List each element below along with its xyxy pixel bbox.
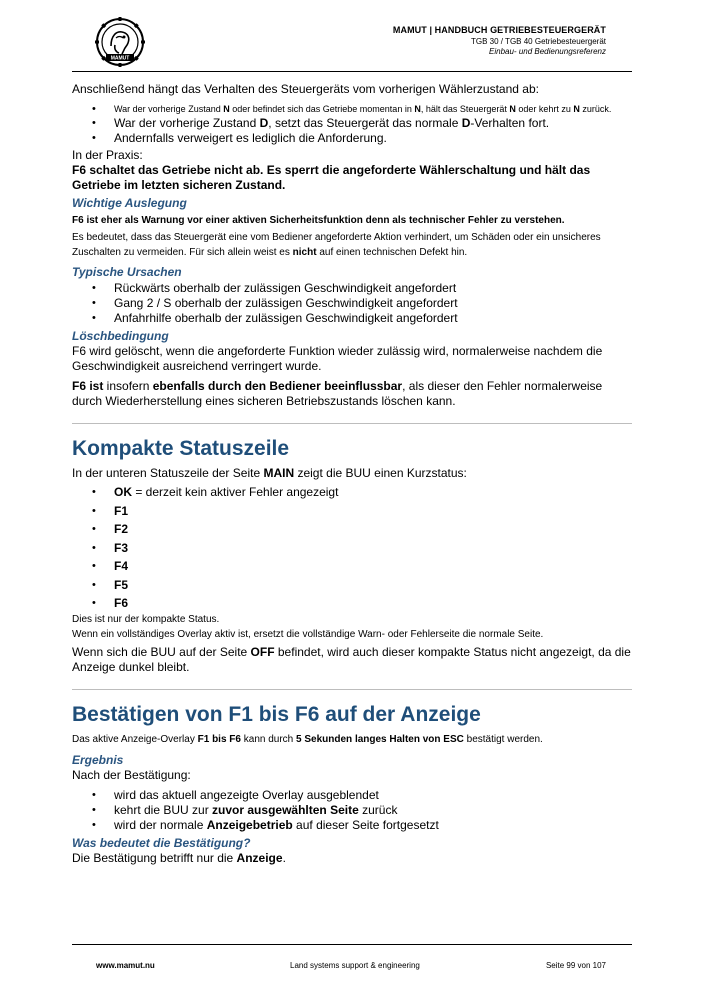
list-item: • F6 [72,594,632,613]
list-item: • F2 [72,520,632,539]
footer-website: www.mamut.nu [96,961,155,970]
ursachen-list [72,281,632,326]
list-item: • Gang 2 / S oberhalb der zulässigen Geschwindigkeit angefordert [72,296,632,311]
confirm-final-paragraph: Die Bestätigung betrifft nur die Anzeige. [72,850,286,865]
list-item: • OK = derzeit kein aktiver Fehler angezeigt [72,483,632,502]
status-intro: In der unteren Statuszeile der Seite MAIN zeigt die BUU einen Kurzstatus: [72,466,467,480]
auslegung-bold-line: F6 ist eher als Warnung vor einer aktiven Sicherheitsfunktion denn als technischer Fehler zu verstehen. [72,215,565,226]
section-divider [72,423,632,424]
section-divider [72,689,632,690]
subheading-loeschbedingung: Löschbedingung [72,329,169,343]
logo-text: MAMUT [110,55,130,62]
selector-state-list [72,102,632,146]
list-item: • kehrt die BUU zur zuvor ausgewählten Seite zurück [72,803,632,818]
page-footer [72,944,632,974]
list-item: • War der vorherige Zustand D, setzt das Steuergerät das normale D-Verhalten fort. [72,116,632,131]
auslegung-paragraph: Es bedeutet, dass das Steuergerät eine vom Bediener angeforderte Aktion verhindert, um Schäden oder ein unsicheres Zuschalten zu vermeiden. Für sich allein weist es nicht auf einen technischen Defekt hin. [72,232,601,258]
header-subtitle: TGB 30 / TGB 40 Getriebesteuergerät [470,37,606,46]
ergebnis-list [72,788,632,833]
loesch-paragraph: F6 wird gelöscht, wenn die angeforderte Funktion wieder zulässig wird, normalerweise nachdem die Geschwindigkeit ausreichend verringert wurde. [72,344,603,373]
list-item: • F1 [72,502,632,521]
loesch-paragraph-2: F6 ist insofern ebenfalls durch den Bediener beeinflussbar, als dieser den Fehler normalerweise durch Wiederherstellung eines sicheren Betriebszustands löschen kann. [72,379,603,408]
status-note-overlay: Wenn ein vollständiges Overlay aktiv ist, ersetzt die vollständige Warn- oder Fehlerseite die normale Seite. [72,628,544,640]
footer-tagline: Land systems support & engineering [290,961,420,970]
list-item: • F3 [72,539,632,558]
praxis-statement: F6 schaltet das Getriebe nicht ab. Es sperrt die angeforderte Wählerschaltung und hält das Getriebe im letzten sicheren Zustand. [72,163,591,192]
status-code-list [72,483,632,613]
page-content [72,82,632,866]
list-item: • Andernfalls verweigert es lediglich die Anforderung. [72,131,632,146]
list-item: • War der vorherige Zustand N oder befindet sich das Getriebe momentan in N, hält das Steuergerät N oder kehrt zu N zurück. [72,102,632,116]
list-item: • F5 [72,576,632,595]
section-heading-bestaetigen: Bestätigen von F1 bis F6 auf der Anzeige [72,702,481,726]
list-item: • wird der normale Anzeigebetrieb auf dieser Seite fortgesetzt [72,818,632,833]
header-subtitle-reference: Einbau- und Bedienungsreferenz [489,47,606,56]
list-item: • wird das aktuell angezeigte Overlay ausgeblendet [72,788,632,803]
list-item: • Rückwärts oberhalb der zulässigen Geschwindigkeit angefordert [72,281,632,296]
status-off-paragraph: Wenn sich die BUU auf der Seite OFF befindet, wird auch dieser kompakte Status nicht angezeigt, da die Anzeige dunkel bleibt. [72,644,631,674]
subheading-was-bedeutet: Was bedeutet die Bestätigung? [72,835,251,850]
status-note-compact: Dies ist nur der kompakte Status. [72,613,220,625]
ergebnis-label: Nach der Bestätigung: [72,767,191,782]
confirm-intro: Das aktive Anzeige-Overlay F1 bis F6 kann durch 5 Sekunden langes Halten von ESC bestätigt werden. [72,733,543,745]
praxis-label: In der Praxis: [72,148,143,162]
page-header [72,14,632,72]
section-heading-statuszeile: Kompakte Statuszeile [72,437,290,460]
subheading-ergebnis: Ergebnis [72,752,124,767]
list-item: • F4 [72,557,632,576]
list-item: • Anfahrhilfe oberhalb der zulässigen Geschwindigkeit angefordert [72,311,632,326]
subheading-auslegung: Wichtige Auslegung [72,196,187,210]
mamut-logo-icon [94,16,146,68]
intro-paragraph: Anschließend hängt das Verhalten des Steuergeräts vom vorherigen Wählerzustand ab: [72,82,539,96]
footer-page-number: Seite 99 von 107 [545,961,606,970]
header-title: MAMUT | HANDBUCH GETRIEBESTEUERGERÄT [392,25,606,35]
subheading-ursachen: Typische Ursachen [72,265,182,279]
